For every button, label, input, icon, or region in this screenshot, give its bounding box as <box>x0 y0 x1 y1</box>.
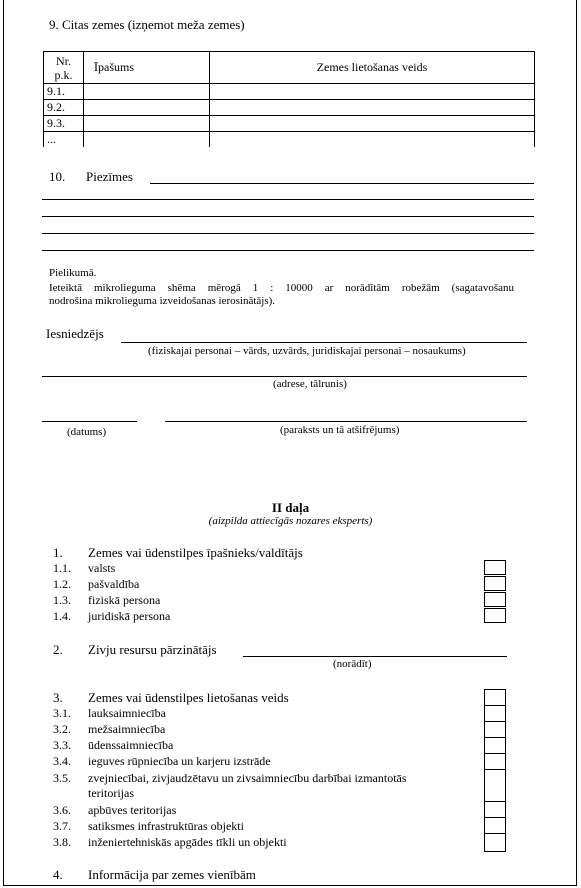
checkbox-zvejnieciba[interactable] <box>484 769 506 802</box>
q2-number: 2. <box>53 642 63 657</box>
ipasums-cell[interactable] <box>84 84 210 100</box>
q3-option-label: satiksmes infrastruktūras objekti <box>88 819 244 833</box>
q3-option-num: 3.3. <box>53 738 71 752</box>
section9-heading: 9. Citas zemes (izņemot meža zemes) <box>49 17 245 32</box>
checkbox-udenssaimnieciba[interactable] <box>484 737 506 754</box>
header-ipasums: Īpašums <box>84 52 210 84</box>
checkbox-valsts[interactable] <box>484 560 506 575</box>
checkbox-ieguves-rupnieciba[interactable] <box>484 753 506 770</box>
q3-option-label: ūdenssaimniecība <box>88 738 174 752</box>
appendix-text-line2: nodrošina mikrolieguma izveidošanas ierosinātājs). <box>49 295 276 307</box>
q1-number: 1. <box>53 545 63 560</box>
veids-cell[interactable] <box>210 132 535 148</box>
q4-label: Informācija par zemes vienībām <box>88 867 256 882</box>
q1-option-label: juridiskā persona <box>88 609 171 623</box>
date-line[interactable] <box>42 421 137 422</box>
q4-number: 4. <box>53 867 63 882</box>
checkbox-satiksmes-infrastruktura[interactable] <box>484 817 506 834</box>
q3-option-label: apbūves teritorijas <box>88 803 177 817</box>
q3-option-num: 3.2. <box>53 722 71 736</box>
checkbox-pasvaldiba[interactable] <box>484 576 506 591</box>
ipasums-cell[interactable] <box>84 132 210 148</box>
q1-option-num: 1.2. <box>53 577 71 591</box>
part2-title: II daļa <box>271 500 310 515</box>
date-caption: (datums) <box>67 426 107 438</box>
q1-option-num: 1.1. <box>53 561 71 575</box>
notes-line[interactable] <box>150 183 534 184</box>
appendix-text-line1: Ieteiktā mikrolieguma shēma mērogā 1 : 10000 ar norādītām robežām (sagatavošanu <box>49 282 514 294</box>
section10-number: 10. <box>49 169 66 184</box>
q3-option-label: ieguves rūpniecība un karjeru izstrāde <box>88 754 271 768</box>
ipasums-cell[interactable] <box>84 100 210 116</box>
q2-caption: (norādīt) <box>333 658 372 670</box>
notes-line[interactable] <box>42 199 534 200</box>
table-row <box>44 132 535 148</box>
q2-answer-line[interactable] <box>243 656 507 657</box>
veids-cell[interactable] <box>210 116 535 132</box>
q3-option-label: mežsaimniecība <box>88 722 166 736</box>
q1-option-num: 1.3. <box>53 593 71 607</box>
q3-option-num: 3.1. <box>53 706 71 720</box>
checkbox-fiziska-persona[interactable] <box>484 592 506 607</box>
notes-line[interactable] <box>42 250 534 251</box>
signature-line[interactable] <box>165 421 527 422</box>
part2-subtitle: (aizpilda attiecīgās nozares eksperts) <box>208 515 373 527</box>
checkbox-q3-header[interactable] <box>484 689 506 706</box>
q3-option-label: zvejniecībai, zivjaudzētavu un zivsaimniecību darbībai izmantotās <box>88 771 407 785</box>
header-zemes-lietosanas-veids: Zemes lietošanas veids <box>210 52 535 84</box>
veids-cell[interactable] <box>210 100 535 116</box>
submitter-name-line[interactable] <box>121 342 527 343</box>
row-number: 9.3. <box>44 116 84 132</box>
header-nr: Nr. p.k. <box>44 52 84 84</box>
signature-caption: (paraksts un tā atšifrējums) <box>280 424 400 436</box>
table-row <box>44 100 535 116</box>
q3-option-num: 3.8. <box>53 835 71 849</box>
q3-option-num: 3.6. <box>53 803 71 817</box>
q1-option-num: 1.4. <box>53 609 71 623</box>
appendix-title: Pielikumā. <box>49 267 97 279</box>
table-row <box>44 84 535 100</box>
submitter-label: Iesniedzējs <box>46 326 104 341</box>
row-number: 9.2. <box>44 100 84 116</box>
address-caption: (adrese, tālrunis) <box>273 378 347 390</box>
row-number: 9.1. <box>44 84 84 100</box>
q1-option-label: valsts <box>88 561 116 575</box>
section9-table <box>43 51 535 147</box>
submitter-name-caption: (fiziskajai personai – vārds, uzvārds, juridiskajai personai – nosaukums) <box>148 345 466 357</box>
notes-line[interactable] <box>42 233 534 234</box>
q3-option-label: lauksaimniecība <box>88 706 166 720</box>
q3-option-num: 3.4. <box>53 754 71 768</box>
address-line[interactable] <box>42 376 527 377</box>
q1-label: Zemes vai ūdenstilpes īpašnieks/valdītājs <box>88 545 303 560</box>
q3-number: 3. <box>53 690 63 705</box>
q3-option-num: 3.7. <box>53 819 71 833</box>
veids-cell[interactable] <box>210 84 535 100</box>
checkbox-inzeniertehniskas-apgades[interactable] <box>484 833 506 852</box>
checkbox-mezsaimnieciba[interactable] <box>484 721 506 738</box>
q2-label: Zivju resursu pārzinātājs <box>88 642 217 657</box>
q3-option-label-cont: teritorijas <box>88 786 134 800</box>
checkbox-juridiska-persona[interactable] <box>484 608 506 623</box>
row-number: ... <box>44 132 84 148</box>
q3-label: Zemes vai ūdenstilpes lietošanas veids <box>88 690 289 705</box>
q1-option-label: pašvaldība <box>88 577 140 591</box>
q3-option-num: 3.5. <box>53 771 71 785</box>
checkbox-apbuves-teritorijas[interactable] <box>484 801 506 818</box>
q1-option-label: fiziskā persona <box>88 593 161 607</box>
q3-option-label: inženiertehniskās apgādes tīkli un objekti <box>88 835 287 849</box>
table-row <box>44 116 535 132</box>
ipasums-cell[interactable] <box>84 116 210 132</box>
checkbox-lauksaimnieciba[interactable] <box>484 705 506 722</box>
section10-label: Piezīmes <box>86 169 133 184</box>
notes-line[interactable] <box>42 216 534 217</box>
